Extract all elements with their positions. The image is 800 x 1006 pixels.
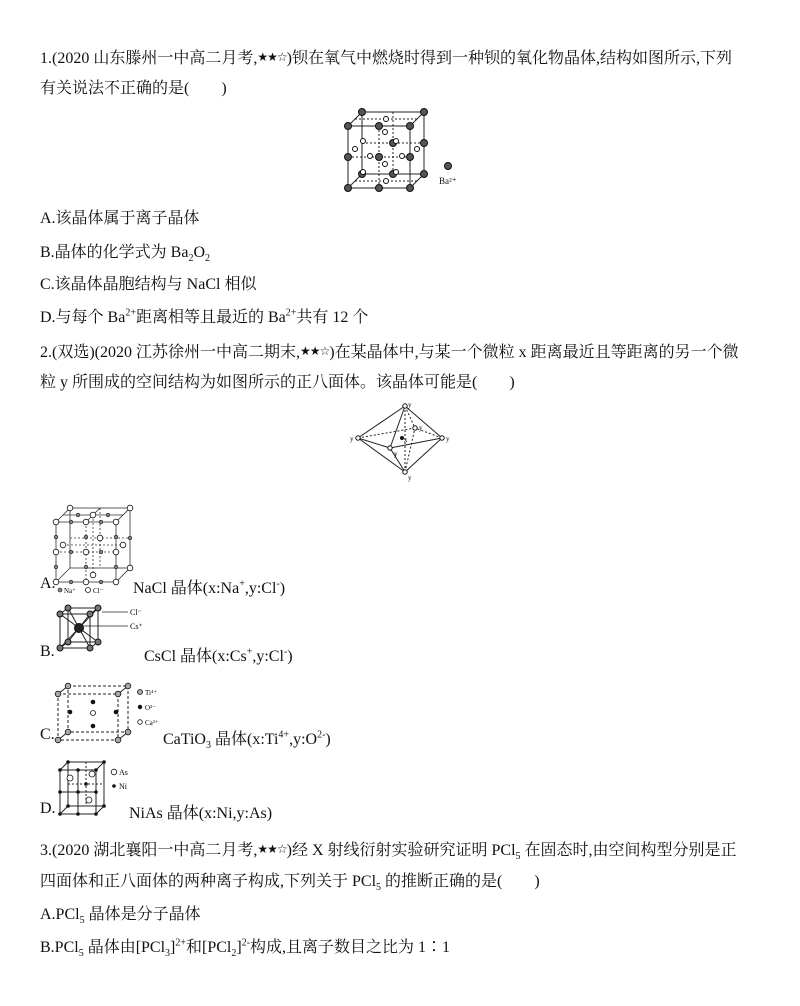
subscript: 3 [205, 740, 211, 752]
legend-cl: Cl⁻ [130, 608, 142, 617]
option-text: ) [279, 580, 286, 597]
q2-option-d-letter: D. [40, 800, 56, 817]
superscript: 2+ [125, 307, 136, 319]
q1-option-b-text: B.晶体的化学式为 Ba [40, 244, 189, 261]
subscript: 2 [231, 948, 237, 960]
q2-option-d-text: NiAs 晶体(x:Ni,y:As) [129, 805, 273, 822]
q2-option-a-letter: A. [40, 575, 56, 592]
q2-option-c-text [163, 726, 331, 752]
superscript: - [276, 578, 280, 590]
superscript: 2+ [175, 937, 187, 949]
option-text: ,y:Cl [244, 580, 277, 597]
option-text: A.PCl [40, 906, 80, 923]
option-text: ,y:O [289, 731, 318, 748]
option-text: 晶体是分子晶体 [84, 906, 201, 923]
q3-stem-line2 [40, 871, 540, 893]
legend-as: As [119, 768, 128, 777]
q1-option-c: C.该晶体晶胞结构与 NaCl 相似 [40, 276, 257, 293]
q2-catio3-crystal-figure [52, 682, 164, 744]
legend-na: Na⁺ [64, 587, 76, 594]
q1-barium-oxide-crystal-figure [340, 104, 470, 192]
octahedron-label-x: x [404, 436, 408, 444]
q2-nias-crystal-figure [56, 758, 140, 818]
option-text: 晶体(x:Ti [210, 731, 279, 748]
option-text: ,y:Cl [252, 648, 284, 665]
octahedron-label-y: y [394, 450, 398, 458]
q2-stem-line2: 粒 y 所围成的空间结构为如图所示的正八面体。该晶体可能是( ) [40, 374, 515, 391]
option-text: ] [170, 939, 176, 956]
q2-nacl-crystal-figure [50, 502, 136, 594]
superscript: 2+ [285, 307, 297, 319]
q2-option-b-text [144, 643, 293, 666]
option-text: NaCl 晶体(x:Na [133, 580, 240, 597]
difficulty-stars-icon: ★★☆ [257, 50, 287, 64]
q1-option-b-text: O [193, 244, 206, 261]
subscript: 5 [78, 948, 84, 960]
q3-stem-text: 的推断正确的是( ) [381, 873, 540, 890]
difficulty-stars-icon: ★★☆ [300, 344, 330, 358]
superscript: 2- [241, 937, 251, 949]
subscript: 3 [165, 948, 171, 960]
octahedron-label-y: y [408, 474, 412, 482]
q2-stem-text: )在某晶体中,与某一个微粒 x 距离最近且等距离的另一个微 [329, 344, 739, 361]
subscript: 2 [188, 253, 194, 265]
superscript: - [283, 646, 288, 658]
superscript: + [239, 578, 245, 590]
q1-option-d [40, 307, 368, 329]
superscript: 2- [317, 729, 326, 741]
option-text: ) [287, 648, 293, 665]
q3-option-a [40, 904, 201, 926]
octahedron-label-y: y [350, 435, 354, 443]
option-text: 和[PCl [186, 939, 232, 956]
option-text: CsCl 晶体(x:Cs [144, 648, 247, 665]
subscript: 5 [515, 851, 521, 863]
subscript: 5 [79, 915, 85, 927]
legend-o: O²⁻ [145, 704, 156, 712]
q1-option-a: A.该晶体属于离子晶体 [40, 210, 200, 227]
octahedron-label-y: y [419, 424, 423, 432]
legend-cs: Cs⁺ [130, 622, 143, 631]
q1-option-d-text: 距离相等且最近的 Ba [135, 309, 286, 326]
q3-source: 3.(2020 湖北襄阳一中高二月考, [40, 842, 258, 859]
q3-option-b [40, 937, 450, 959]
q3-stem-text: )经 X 射线衍射实验研究证明 PCl [286, 842, 516, 859]
q2-option-a-text [133, 575, 285, 598]
legend-ca: Ca²⁺ [145, 719, 159, 727]
q2-cscl-crystal-figure [56, 604, 156, 654]
q3-stem-text: 四面体和正八面体的两种离子构成,下列关于 PCl [40, 873, 377, 890]
q1-option-d-text: 共有 12 个 [296, 309, 369, 326]
q1-legend-ba: Ba²⁺ [439, 176, 457, 186]
superscript: + [246, 646, 253, 658]
legend-cl: Cl⁻ [93, 587, 104, 594]
q1-stem-line2: 有关说法不正确的是( ) [40, 80, 227, 97]
option-text: 晶体由[PCl [83, 939, 166, 956]
subscript: 2 [205, 253, 211, 265]
q3-stem-text: 在固态时,由空间构型分别是正 [520, 842, 737, 859]
octahedron-label-y: y [446, 435, 450, 443]
q1-option-d-text: D.与每个 Ba [40, 309, 126, 326]
option-text: CaTiO [163, 731, 206, 748]
legend-ti: Ti⁴⁺ [145, 689, 158, 697]
option-text: B.PCl [40, 939, 79, 956]
option-text: ] [236, 939, 242, 956]
q2-stem-line1 [40, 340, 739, 364]
legend-ni: Ni [119, 782, 127, 791]
option-text: 构成,且离子数目之比为 1∶1 [250, 939, 451, 956]
option-text: ) [325, 731, 331, 748]
q2-option-b-letter: B. [40, 643, 55, 660]
q2-octahedron-figure [350, 400, 460, 482]
difficulty-stars-icon: ★★☆ [257, 842, 287, 856]
subscript: 5 [376, 882, 382, 894]
q1-source: 1.(2020 山东滕州一中高二月考, [40, 50, 258, 67]
octahedron-label-y: y [408, 401, 412, 409]
q1-option-b [40, 242, 210, 264]
superscript: 4+ [278, 729, 290, 741]
q2-option-c-letter: C. [40, 726, 55, 743]
q1-stem-text: )钡在氧气中燃烧时得到一种钡的氧化物晶体,结构如图所示,下列 [286, 50, 732, 67]
q3-stem-line1 [40, 838, 737, 862]
q1-stem-line1 [40, 46, 732, 70]
q2-source: 2.(双选)(2020 江苏徐州一中高二期末, [40, 344, 300, 361]
